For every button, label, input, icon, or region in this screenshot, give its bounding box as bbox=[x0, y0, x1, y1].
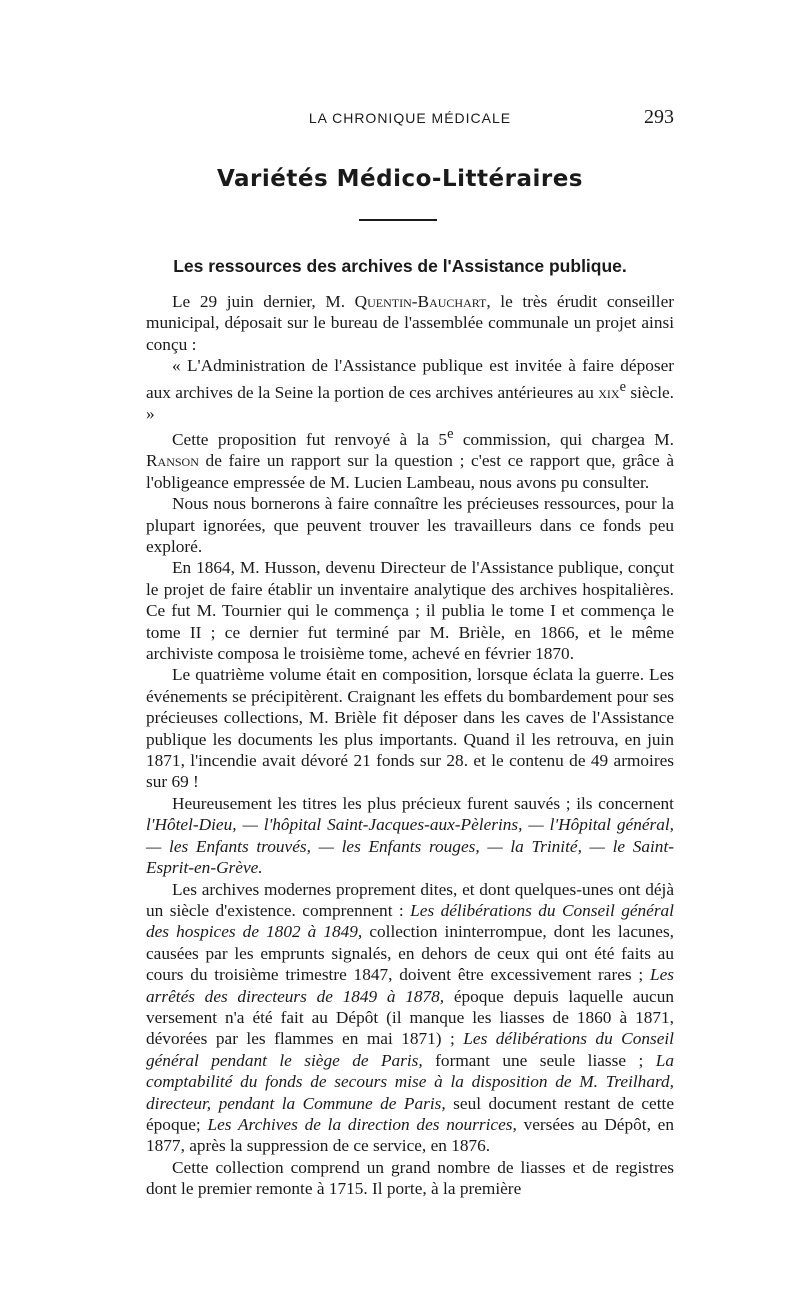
paragraph: Les archives modernes proprement dites, et dont quelques-unes ont déjà un siècle d'existence. comprennent : Les délibérations du Conseil général des hospices de 1802 à 1849, collection ininterrompue, dont les lacunes, causées par les emprunts signalés, en dehors de ceux qui ont été faits au cours du troisième trimestre 1847, doivent être excessivement rares ; Les arrêtés des directeurs de 1849 à 1878, époque depuis laquelle aucun versement n'a été fait au Dépôt (il manque les liasses de 1860 à 1871, dévorées par les flammes en mai 1871) ; Les délibérations du Conseil général pendant le siège de Paris, formant une seule liasse ; La comptabilité du fonds de secours mise à la disposition de M. Treilhard, directeur, pendant la Commune de Paris, seul document restant de cette époque; Les Archives de la direction des nourrices, versées au Dépôt, en 1877, après la suppression de ce service, en 1876. bbox=[146, 879, 675, 1156]
journal-title: LA CHRONIQUE MÉDICALE bbox=[308, 110, 512, 126]
paragraph: Le 29 juin dernier, M. Quentin-Bauchart, le très érudit conseiller municipal, déposait sur le bureau de l'assemblée communale un projet ainsi conçu : bbox=[146, 292, 674, 354]
paragraph: Le quatrième volume était en composition, lorsque éclata la guerre. Les événements se précipitèrent. Craignant les effets du bombardement pour ses précieuses collections, M. Brièle fit déposer dans les caves de l'Assistance publique les documents les plus importants. Quand il les retrouva, en juin 1871, l'incendie avait dévoré 21 fonds sur 28. et le contenu de 49 armoires sur 69 ! bbox=[146, 665, 674, 792]
paragraph: En 1864, M. Husson, devenu Directeur de l'Assistance publique, conçut le projet de faire établir un inventaire analytique des archives hospitalières. Ce fut M. Tournier qui le commença ; il publia le tome I et commença le tome II ; ce dernier fut terminé par M. Brièle, en 1866, et le même archiviste composa le troisième tome, achevé en février 1870. bbox=[146, 558, 674, 664]
title-rule bbox=[359, 219, 437, 221]
page-number: 293 bbox=[644, 106, 674, 128]
paragraph: « L'Administration de l'Assistance publique est invitée à faire déposer aux archives de la Seine la portion de ces archives antérieures au xix$^e$ siècle. » bbox=[146, 356, 675, 423]
paragraph: Cette proposition fut renvoyé à la 5e commission, qui chargea M. Ranson de faire un rapport sur la question ; c'est ce rapport que, grâce à l'obligeance empressée de M. Lucien Lambeau, nous avons pu consulter. bbox=[146, 426, 674, 492]
article-body bbox=[146, 291, 674, 1200]
article-title: Les ressources des archives de l'Assistance publique. bbox=[173, 256, 627, 276]
running-header bbox=[146, 108, 674, 132]
paragraph: Cette collection comprend un grand nombre de liasses et de registres dont le premier remonte à 1715. Il porte, à la première bbox=[146, 1157, 674, 1199]
paragraph: Nous nous bornerons à faire connaître les précieuses ressources, pour la plupart ignorées, que peuvent trouver les travailleurs dans ce fonds peu exploré. bbox=[146, 494, 674, 556]
paragraph: Heureusement les titres les plus précieux furent sauvés ; ils concernent l'Hôtel-Dieu, — l'hôpital Saint-Jacques-aux-Pèlerins, — l'Hôpital général, — les Enfants trouvés, — les Enfants rouges, — la Trinité, — le Saint-Esprit-en-Grève. bbox=[146, 793, 674, 878]
section-title: Variétés Médico-Littéraires bbox=[216, 166, 583, 192]
